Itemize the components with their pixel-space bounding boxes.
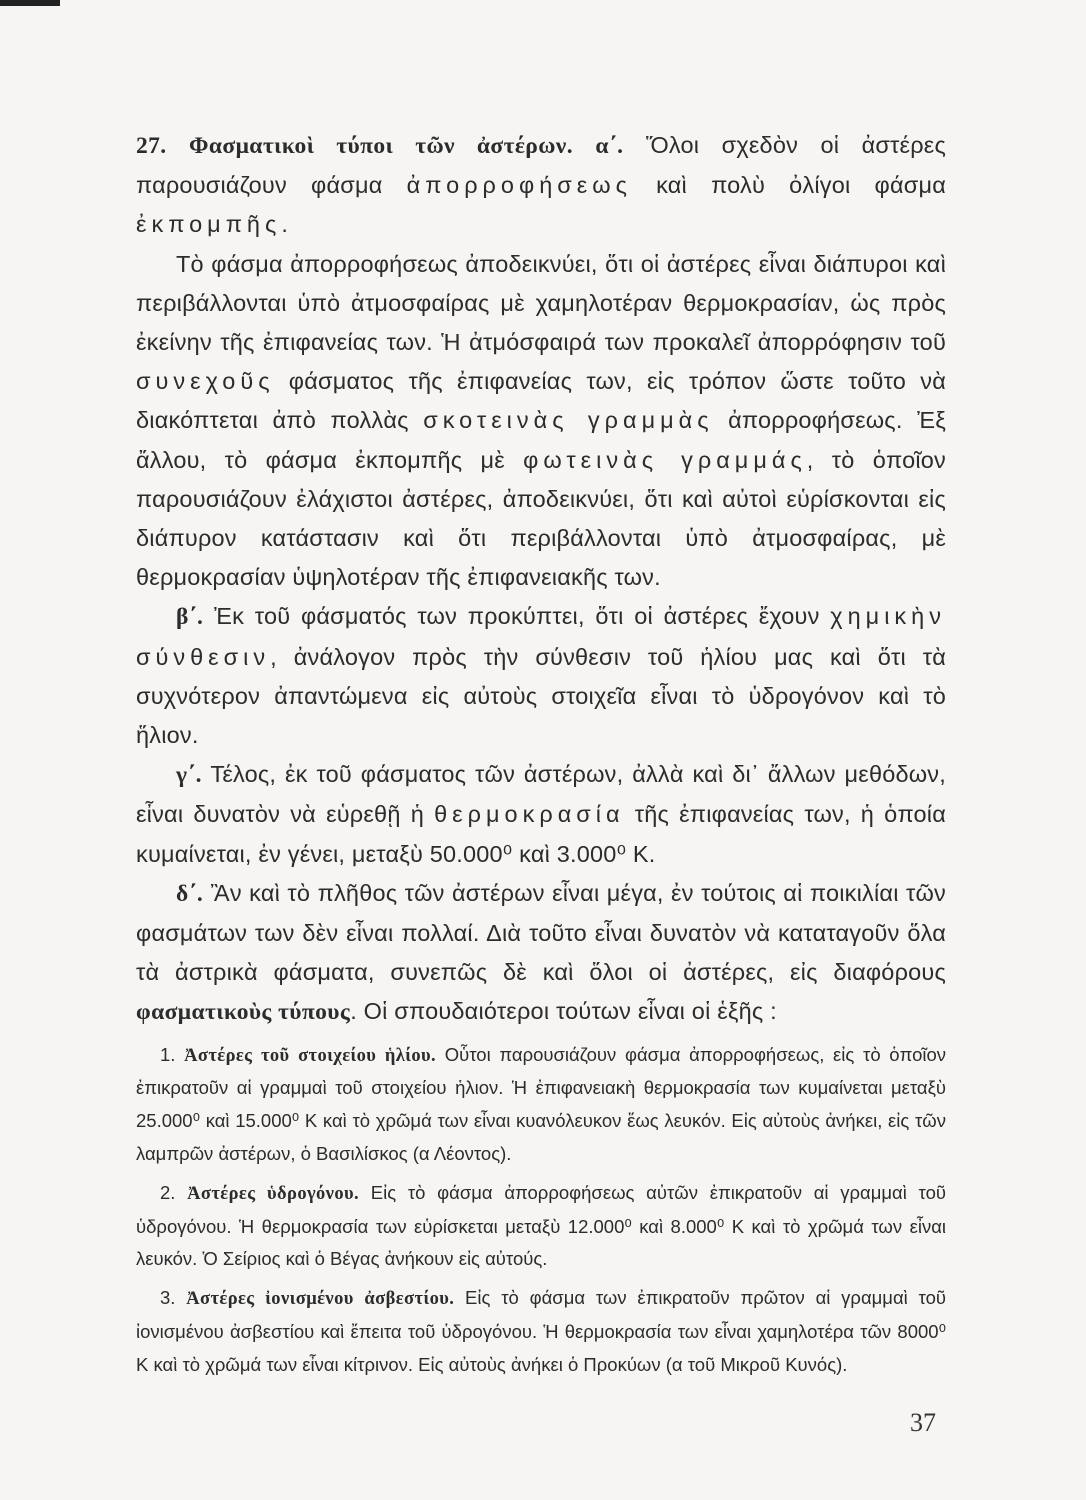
spaced-term: σκοτεινὰς γραμμὰς bbox=[423, 407, 714, 434]
item-label-c: γ΄. bbox=[176, 762, 202, 789]
spaced-term: ἐκπομπῆς bbox=[136, 211, 282, 238]
paragraph-c bbox=[136, 755, 946, 874]
spaced-term: φωτεινὰς γραμμάς bbox=[523, 446, 807, 473]
type-item-2 bbox=[136, 1177, 946, 1276]
type-heading: Ἀστέρες ἰονισμένου ἀσβεστίου. bbox=[186, 1289, 455, 1310]
spaced-term: θερμοκρασία bbox=[434, 801, 625, 828]
type-text: Εἰς τὸ φάσμα των ἐπικρατοῦν πρῶτον αἱ γραμμαὶ τοῦ ἰονισμένου ἀσβεστίου καὶ ἔπειτα τοῦ ὑδρογόνου. Ἡ θερμοκρασία των εἶναι χαμηλοτέρα τῶν 8000⁰ Κ καὶ τὸ χρῶμά των εἶναι κίτρινον. Εἰς αὐτοὺς ἀνήκει ὁ Προκύων (α τοῦ Μικροῦ Κυνός). bbox=[136, 1287, 947, 1375]
type-number: 1. bbox=[160, 1043, 176, 1065]
text-run: καὶ πολὺ ὀλίγοι φάσμα bbox=[631, 172, 946, 199]
item-label-d: δ΄. bbox=[176, 880, 204, 907]
spaced-term: ἀπορροφήσεως bbox=[406, 172, 632, 199]
bold-term: φασματικοὺς τύπους bbox=[136, 999, 351, 1026]
spaced-term: συνεχοῦς bbox=[136, 368, 275, 395]
scan-edge-mark bbox=[0, 0, 60, 6]
text-run: ἀπορροφήσεως. Ἐξ ἄλλου, τὸ φάσμα ἐκπομπῆς μὲ bbox=[136, 407, 946, 473]
section-number: 27. bbox=[136, 133, 167, 159]
paragraph-b bbox=[136, 597, 946, 755]
type-item-1 bbox=[136, 1039, 946, 1171]
item-label-a: α΄. bbox=[595, 133, 624, 159]
text-run: Ἐκ τοῦ φάσματός των προκύπτει, ὅτι οἱ ἀστέρες ἔχουν bbox=[203, 603, 831, 630]
type-number: 2. bbox=[160, 1181, 176, 1203]
text-run: . Οἱ σπουδαιότεροι τούτων εἶναι οἱ ἑξῆς : bbox=[350, 998, 777, 1025]
text-run: , τὸ ὁποῖον παρουσιάζουν ἐλάχιστοι ἀστέρες, ἀποδεικνύει, ὅτι καὶ αὐτοὶ εὑρίσκονται εἰς διάπυρον κατάστασιν καὶ ὅτι περιβάλλονται ὑπὸ ἀτμοσφαίρας, μὲ θερμοκρασίαν ὑψηλοτέραν τῆς ἐπιφανειακῆς των. bbox=[136, 446, 947, 591]
text-run: Ἂν καὶ τὸ πλῆθος τῶν ἀστέρων εἶναι μέγα, ἐν τούτοις αἱ ποικιλίαι τῶν φασμάτων των δὲν εἶναι πολλαί. Διὰ τοῦτο εἶναι δυνατὸν νὰ καταταγοῦν ὅλα τὰ ἀστρικὰ φάσματα, συνεπῶς δὲ καὶ ὅλοι οἱ ἀστέρες, εἰς διαφόρους bbox=[136, 879, 946, 986]
spaced-term: χημικὴν σύνθεσιν bbox=[136, 603, 946, 670]
text-run: Τέλος, ἐκ τοῦ φάσματος τῶν ἀστέρων, ἀλλὰ καὶ δι᾿ ἄλλων μεθόδων, εἶναι δυνατὸν νὰ εὑρεθῇ ἡ bbox=[136, 761, 946, 828]
type-heading: Ἀστέρες τοῦ στοιχείου ἡλίου. bbox=[184, 1045, 437, 1066]
page-number: 37 bbox=[910, 1408, 936, 1437]
page-text bbox=[136, 126, 946, 1382]
type-number: 3. bbox=[160, 1287, 176, 1309]
item-label-b: β΄. bbox=[176, 604, 204, 631]
text-run: φάσματος τῆς ἐπιφανείας των, εἰς τρόπον ὥστε τοῦτο νὰ διακόπτεται ἀπὸ πολλὰς bbox=[136, 368, 946, 434]
type-text: Εἰς τὸ φάσμα ἀπορροφήσεως αὐτῶν ἐπικρατοῦν αἱ γραμμαὶ τοῦ ὑδρογόνου. Ἡ θερμοκρασία των εὑρίσκεται μεταξὺ 12.000⁰ καὶ 8.000⁰ Κ καὶ τὸ χρῶμά των εἶναι λευκόν. Ὁ Σείριος καὶ ὁ Βέγας ἀνήκουν εἰς αὐτούς. bbox=[136, 1181, 946, 1270]
type-item-3 bbox=[136, 1282, 946, 1381]
text-run: Τὸ φάσμα ἀπορροφήσεως ἀποδεικνύει, ὅτι οἱ ἀστέρες εἶναι διάπυροι καὶ περιβάλλονται ὑπὸ ἀτμοσφαίρας μὲ χαμηλοτέραν θερμοκρασίαν, ὡς πρὸς ἐκείνην τῆς ἐπιφανείας των. Ἡ ἀτμόσφαιρά των προκαλεῖ ἀπορρόφησιν τοῦ bbox=[136, 250, 946, 356]
text-run: , ἀνάλογον πρὸς τὴν σύνθεσιν τοῦ ἡλίου μας καὶ ὅτι τὰ συχνότερον ἀπαντώμενα εἰς αὐτοὺς στοιχεῖα εἶναι τὸ ὑδρογόνον καὶ τὸ ἥλιον. bbox=[136, 643, 946, 749]
text-run: Ὅλοι σχεδὸν οἱ ἀστέρες παρουσιάζουν φάσμα bbox=[136, 132, 946, 199]
type-heading: Ἀστέρες ὑδρογόνου. bbox=[187, 1183, 360, 1204]
section-title: Φασματικοὶ τύποι τῶν ἀστέρων. bbox=[189, 133, 573, 159]
paragraph-absorption bbox=[136, 245, 946, 598]
paragraph-d bbox=[136, 874, 946, 1033]
text-run: . bbox=[281, 211, 289, 238]
type-text: Οὗτοι παρουσιάζουν φάσμα ἀπορροφήσεως, εἰς τὸ ὁποῖον ἐπικρατοῦν αἱ γραμμαὶ τοῦ στοιχείου ἡλιον. Ἡ ἐπιφανειακὴ θερμοκρασία των κυμαίνεται μεταξὺ 25.000⁰ καὶ 15.000⁰ Κ καὶ τὸ χρῶμά των εἶναι κυανόλευκον ἕως λευκόν. Εἰς αὐτοὺς ἀνήκει, εἰς τῶν λαμπρῶν ἀστέρων, ὁ Βασιλίσκος (α Λέοντος). bbox=[136, 1043, 947, 1165]
text-run: τῆς ἐπιφανείας των, ἡ ὁποία κυμαίνεται, ἐν γένει, μεταξὺ 50.000⁰ καὶ 3.000⁰ Κ. bbox=[136, 801, 946, 867]
paragraph-section-27a bbox=[136, 126, 946, 245]
